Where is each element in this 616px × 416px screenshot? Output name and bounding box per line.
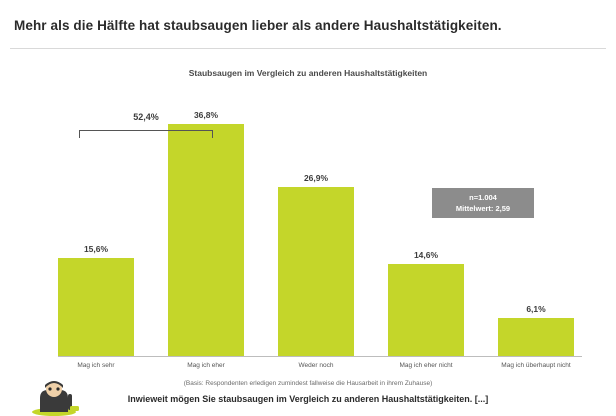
bar-1 (168, 124, 244, 356)
x-axis-line (58, 356, 582, 357)
x-tick-label-0: Mag ich sehr (77, 362, 115, 369)
x-tick-label-2: Weder noch (298, 362, 334, 369)
stats-annotation-box (432, 188, 534, 218)
basis-note: (Basis: Respondenten erledigen zumindest fallweise die Hausarbeit in ihrem Zuhause) (183, 380, 433, 387)
x-tick-label-3: Mag ich eher nicht (399, 362, 453, 369)
bar-value-label-3: 14,6% (413, 250, 439, 260)
bar-3 (388, 264, 464, 356)
bar-4 (498, 318, 574, 356)
header-divider (10, 48, 606, 49)
page-title: Mehr als die Hälfte hat staubsaugen lieber als andere Haushaltstätigkeiten. (14, 18, 502, 33)
mascot-logo-icon (28, 378, 80, 416)
group-bracket (79, 130, 213, 138)
x-tick-label-4: Mag ich überhaupt nicht (501, 362, 571, 369)
group-bracket-label: 52,4% (133, 112, 159, 122)
bar-value-label-4: 6,1% (526, 304, 546, 314)
bar-0 (58, 258, 134, 356)
x-tick-label-1: Mag ich eher (187, 362, 225, 369)
bar-2 (278, 187, 354, 356)
chart-subtitle: Staubsaugen im Vergleich zu anderen Haushaltstätigkeiten (188, 68, 428, 78)
sample-size-text: n=1.004 (469, 193, 497, 202)
mean-value-text: Mittelwert: 2,59 (455, 204, 511, 213)
survey-question: Inwieweit mögen Sie staubsaugen im Vergleich zu anderen Haushaltstätigkeiten. [...] (127, 394, 489, 404)
bar-value-label-1: 36,8% (193, 110, 219, 120)
bar-value-label-0: 15,6% (83, 244, 109, 254)
bar-value-label-2: 26,9% (303, 173, 329, 183)
chart-plot-area (58, 104, 582, 356)
